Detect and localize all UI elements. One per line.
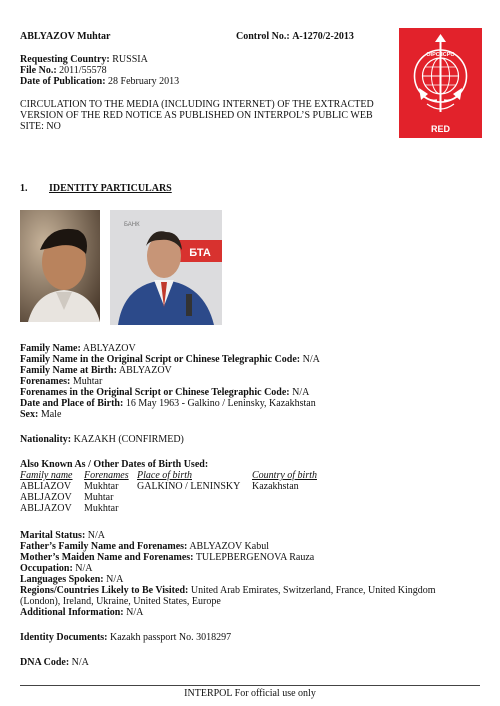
field-value: N/A (292, 387, 310, 398)
aka-header-row (20, 470, 73, 481)
field-date-place-birth (20, 398, 316, 409)
field-additional-info (20, 607, 143, 618)
field-forenames-original (20, 387, 309, 398)
control-label: Control No.: (236, 31, 290, 42)
field-occupation (20, 563, 93, 574)
field-value: TULEPBERGENOVA Rauza (195, 552, 315, 563)
field-family-name (20, 343, 136, 354)
field-label: DNA Code: (20, 657, 70, 668)
aka-cell: ABLIAZOV (20, 481, 72, 492)
subject-photo-2 (110, 210, 222, 325)
section-number: 1. (20, 183, 28, 194)
aka-header-place (137, 470, 192, 481)
interpol-emblem-icon (399, 28, 482, 124)
field-value: ABLYAZOV (82, 343, 136, 354)
field-identity-documents (20, 632, 231, 643)
aka-title: Also Known As / Other Dates of Birth Used: (20, 459, 209, 470)
field-value: N/A (106, 574, 124, 585)
field-value: N/A (75, 563, 93, 574)
circulation-line-2: VERSION OF THE RED NOTICE AS PUBLISHED ON INTERPOL’S PUBLIC WEB (20, 110, 373, 121)
field-mother-name (20, 552, 314, 563)
footer-text: INTERPOL For official use only (184, 688, 316, 699)
requesting-country-value: RUSSIA (112, 54, 148, 65)
aka-cell: GALKINO / LENINSKY (137, 481, 241, 492)
table-row (20, 481, 71, 492)
aka-cell: Muhtar (84, 492, 114, 503)
field-forenames (20, 376, 102, 387)
pub-date-value: 28 February 2013 (108, 76, 180, 87)
field-value: ABLYAZOV Kabul (189, 541, 269, 552)
field-value: 16 May 1963 - Galkino / Leninsky, Kazakhstan (125, 398, 316, 409)
field-label: Mother’s Maiden Name and Forenames: (20, 552, 194, 563)
aka-col-place-of-birth: Place of birth (137, 470, 192, 481)
control-number (236, 31, 354, 42)
file-no-value: 2011/55578 (59, 65, 107, 76)
field-value: Male (40, 409, 62, 420)
logo-ring-text: OIPC ICPO (426, 52, 455, 58)
field-label: Date and Place of Birth: (20, 398, 124, 409)
aka-cell: Mukhtar (84, 503, 119, 514)
field-dna-code (20, 657, 89, 668)
logo-red-label: RED (430, 124, 450, 134)
field-label: Sex: (20, 409, 39, 420)
field-label: Identity Documents: (20, 632, 108, 643)
field-value: N/A (302, 354, 320, 365)
field-label: Father’s Family Name and Forenames: (20, 541, 188, 552)
aka-cell: ABLJAZOV (20, 503, 72, 514)
subject-photo-1 (20, 210, 100, 322)
field-value: Muhtar (72, 376, 103, 387)
file-number (20, 65, 107, 76)
field-regions-continued: (London), Ireland, Ukraine, United States, Europe (20, 596, 221, 607)
aka-col-forenames: Forenames (84, 470, 129, 481)
requesting-country-label: Requesting Country: (20, 54, 110, 65)
field-label: Languages Spoken: (20, 574, 104, 585)
circulation-line-1: CIRCULATION TO THE MEDIA (INCLUDING INTERNET) OF THE EXTRACTED (20, 99, 374, 110)
pub-date-label: Date of Publication: (20, 76, 106, 87)
field-label: Family Name at Birth: (20, 365, 117, 376)
file-no-label: File No.: (20, 65, 57, 76)
section-title: IDENTITY PARTICULARS (49, 183, 172, 194)
portrait-photo-icon (110, 210, 222, 325)
svg-text:БТА: БТА (189, 247, 211, 259)
portrait-photo-icon (20, 210, 100, 322)
field-nationality (20, 434, 184, 445)
field-label: Family Name: (20, 343, 81, 354)
table-row (20, 503, 72, 514)
publication-date (20, 76, 179, 87)
subject-name: ABLYAZOV Muhtar (20, 31, 111, 42)
field-value: N/A (87, 530, 106, 541)
field-label: Forenames: (20, 376, 71, 387)
field-family-name-original (20, 354, 320, 365)
field-label: Additional Information: (20, 607, 124, 618)
field-family-name-birth (20, 365, 172, 376)
field-marital-status (20, 530, 105, 541)
circulation-site-label: SITE: (20, 121, 44, 132)
interpol-red-logo (399, 28, 482, 138)
control-value: A-1270/2-2013 (292, 31, 354, 42)
aka-cell: Kazakhstan (252, 481, 299, 492)
field-value: N/A (71, 657, 89, 668)
field-father-name (20, 541, 269, 552)
aka-col-family-name: Family name (20, 470, 73, 481)
circulation-site-value: NO (46, 121, 61, 132)
field-value: N/A (126, 607, 144, 618)
field-value: Kazakh passport No. 3018297 (110, 632, 232, 643)
field-label: Nationality: (20, 434, 72, 445)
field-regions (20, 585, 436, 596)
field-sex (20, 409, 61, 420)
field-value: United Arab Emirates, Switzerland, France, United Kingdom (190, 585, 436, 596)
field-label: Forenames in the Original Script or Chinese Telegraphic Code: (20, 387, 290, 398)
aka-cell: ABLJAZOV (20, 492, 72, 503)
aka-header-country (252, 470, 317, 481)
field-label: Occupation: (20, 563, 73, 574)
aka-header-forenames (84, 470, 129, 481)
field-value: ABLYAZOV (118, 365, 172, 376)
footer-divider (20, 685, 480, 686)
table-row (20, 492, 72, 503)
photo2-banner-text: БАНК (124, 222, 140, 228)
field-value: KAZAKH (CONFIRMED) (73, 434, 184, 445)
requesting-country (20, 54, 148, 65)
field-label: Marital Status: (20, 530, 86, 541)
field-languages (20, 574, 123, 585)
aka-col-country-of-birth: Country of birth (252, 470, 318, 481)
field-label: Regions/Countries Likely to Be Visited: (20, 585, 189, 596)
circulation-line-3 (20, 121, 61, 132)
field-label: Family Name in the Original Script or Chinese Telegraphic Code: (20, 354, 301, 365)
aka-cell: Mukhtar (84, 481, 119, 492)
